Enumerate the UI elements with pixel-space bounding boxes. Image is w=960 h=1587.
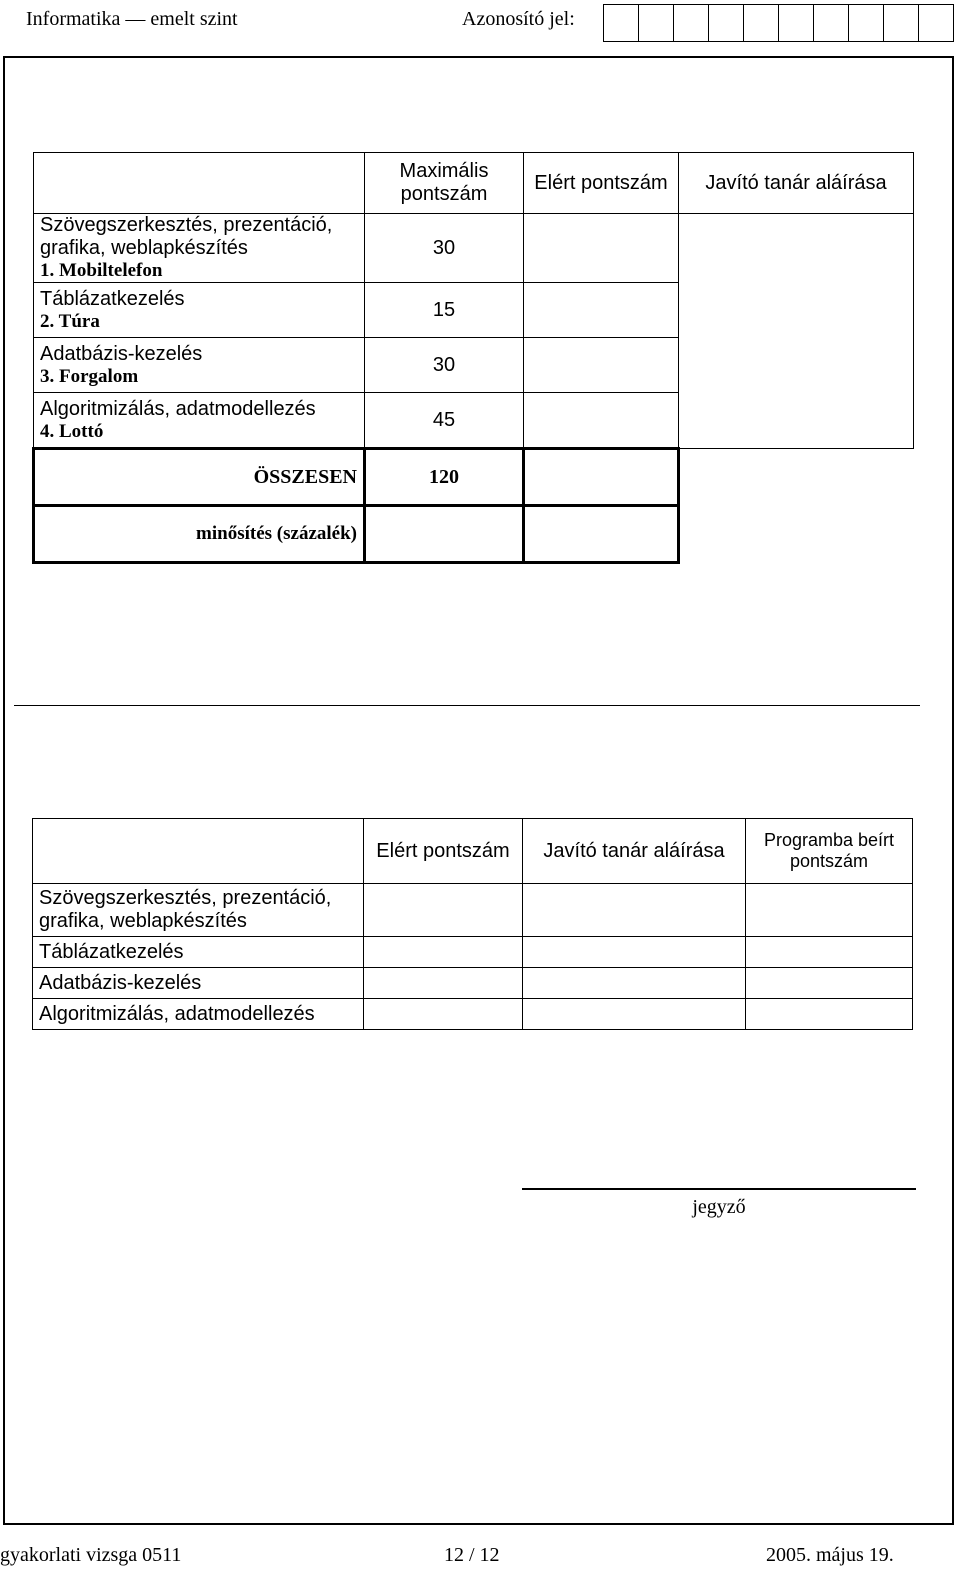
empty-header-cell — [34, 153, 365, 214]
task-label: 1. Mobiltelefon — [40, 260, 163, 281]
footer-page: 12 / 12 — [444, 1544, 500, 1566]
reached-score-cell[interactable] — [364, 937, 523, 968]
program-score-cell[interactable] — [746, 999, 913, 1030]
max-score: 15 — [365, 283, 524, 338]
col-max-header: Maximális pontszám — [365, 153, 524, 214]
row-label — [34, 283, 365, 338]
total-reached-cell[interactable] — [524, 449, 679, 506]
max-score: 45 — [365, 393, 524, 449]
signature-cell[interactable] — [523, 937, 746, 968]
row-label — [34, 338, 365, 393]
footer-date: 2005. május 19. — [766, 1544, 894, 1566]
id-box[interactable] — [603, 4, 639, 42]
program-score-cell[interactable] — [746, 937, 913, 968]
category-label: Adatbázis-kezelés — [40, 342, 203, 365]
header-id-label: Azonosító jel: — [462, 8, 575, 30]
total-label: ÖSSZESEN — [34, 449, 365, 506]
task-label: 2. Túra — [40, 310, 100, 332]
category-label: Szövegszerkesztés, prezentáció, grafika, weblapkészítés — [33, 884, 364, 937]
id-box[interactable] — [883, 4, 919, 42]
max-score: 30 — [365, 338, 524, 393]
col-reached-header: Elért pontszám — [524, 153, 679, 214]
task-label: 4. Lottó — [40, 420, 104, 442]
max-score: 30 — [365, 214, 524, 283]
category-label: Táblázatkezelés — [40, 287, 185, 310]
rating-value-cell[interactable] — [524, 506, 679, 563]
score-table-2 — [32, 818, 913, 1030]
table-row — [33, 999, 913, 1030]
category-label: Algoritmizálás, adatmodellezés — [40, 397, 316, 420]
id-box[interactable] — [708, 4, 744, 42]
id-box[interactable] — [638, 4, 674, 42]
col-reached-header: Elért pontszám — [364, 819, 523, 884]
rating-empty-cell — [365, 506, 524, 563]
program-score-cell[interactable] — [746, 968, 913, 999]
category-label: Algoritmizálás, adatmodellezés — [33, 999, 364, 1030]
reached-score-cell[interactable] — [524, 214, 679, 283]
reached-score-cell[interactable] — [524, 393, 679, 449]
table-row — [33, 937, 913, 968]
signature-label: jegyző — [692, 1196, 746, 1218]
reached-score-cell[interactable] — [364, 968, 523, 999]
reached-score-cell[interactable] — [364, 999, 523, 1030]
col-program-header: Programba beírt pontszám — [746, 819, 913, 884]
table-row — [33, 968, 913, 999]
category-label: Szövegszerkesztés, prezentáció, grafika, weblapkészítés — [40, 214, 333, 259]
id-box[interactable] — [673, 4, 709, 42]
signature-line[interactable] — [522, 1188, 916, 1190]
empty-header-cell — [33, 819, 364, 884]
category-label: Adatbázis-kezelés — [33, 968, 364, 999]
id-box[interactable] — [918, 4, 954, 42]
table-row — [34, 214, 914, 283]
id-box[interactable] — [778, 4, 814, 42]
table-row — [33, 884, 913, 937]
id-box[interactable] — [813, 4, 849, 42]
task-label: 3. Forgalom — [40, 365, 139, 387]
row-label — [34, 214, 365, 283]
signature-cell[interactable] — [523, 999, 746, 1030]
id-box[interactable] — [743, 4, 779, 42]
signature-cell[interactable] — [523, 968, 746, 999]
col-signature-header: Javító tanár aláírása — [679, 153, 914, 214]
id-box[interactable] — [848, 4, 884, 42]
reached-score-cell[interactable] — [364, 884, 523, 937]
footer-exam: gyakorlati vizsga 0511 — [0, 1544, 182, 1566]
id-input-boxes — [604, 4, 954, 42]
reached-score-cell[interactable] — [524, 283, 679, 338]
col-signature-header: Javító tanár aláírása — [523, 819, 746, 884]
reached-score-cell[interactable] — [524, 338, 679, 393]
separator-line — [14, 705, 920, 706]
program-score-cell[interactable] — [746, 884, 913, 937]
signature-cell[interactable] — [523, 884, 746, 937]
rating-label: minősítés (százalék) — [34, 506, 365, 563]
row-label — [34, 393, 365, 449]
total-max: 120 — [365, 449, 524, 506]
category-label: Táblázatkezelés — [33, 937, 364, 968]
header-subject: Informatika — emelt szint — [26, 8, 238, 30]
score-table-1 — [32, 152, 914, 564]
signature-cell[interactable] — [679, 214, 914, 449]
